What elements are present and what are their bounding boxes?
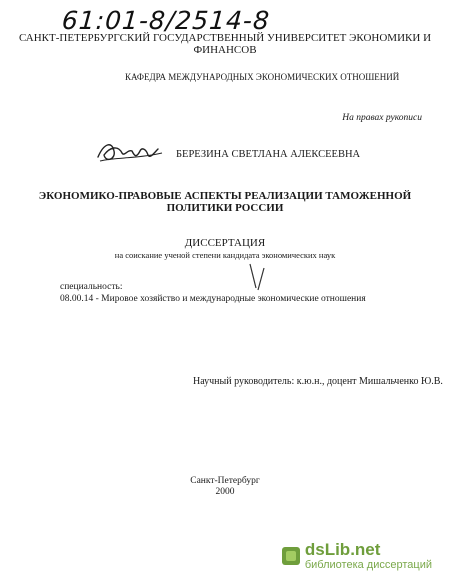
author-name: БЕРЕЗИНА СВЕТЛАНА АЛЕКСЕЕВНА [176,149,361,160]
university-name-line2: ФИНАНСОВ [193,44,257,56]
specialty-label: специальность: [60,282,123,292]
dissertation-title-line2: ПОЛИТИКИ РОССИИ [166,202,284,214]
dslib-watermark[interactable] [282,541,432,571]
work-type-heading: ДИССЕРТАЦИЯ [184,237,266,249]
degree-description: на соискание ученой степени кандидата экономических наук [114,250,336,260]
year: 2000 [215,487,235,497]
university-name-line1: САНКТ-ПЕТЕРБУРГСКИЙ ГОСУДАРСТВЕННЫЙ УНИВЕРСИТЕТ ЭКОНОМИКИ И [18,32,432,44]
dslib-brand-name: dsLib.net [304,540,381,559]
manuscript-rights-note: На правах рукописи [342,113,422,123]
dissertation-title-line1: ЭКОНОМИКО-ПРАВОВЫЕ АСПЕКТЫ РЕАЛИЗАЦИИ ТАМОЖЕННОЙ [38,190,412,202]
pen-mark [246,262,270,292]
dslib-brand-subtitle: библиотека диссертаций [304,559,432,571]
handwritten-catalog-code: 61:01-8/2514-8 [60,6,271,35]
dslib-logo-icon [282,547,300,565]
department-name: КАФЕДРА МЕЖДУНАРОДНЫХ ЭКОНОМИЧЕСКИХ ОТНОШЕНИЙ [125,72,400,82]
specialty-value: 08.00.14 - Мировое хозяйство и международные экономические отношения [60,294,366,304]
dslib-watermark-text [305,541,432,571]
city: Санкт-Петербург [190,476,260,486]
author-signature [96,137,166,167]
scientific-advisor: Научный руководитель: к.ю.н., доцент Мишальченко Ю.В. [193,376,443,387]
